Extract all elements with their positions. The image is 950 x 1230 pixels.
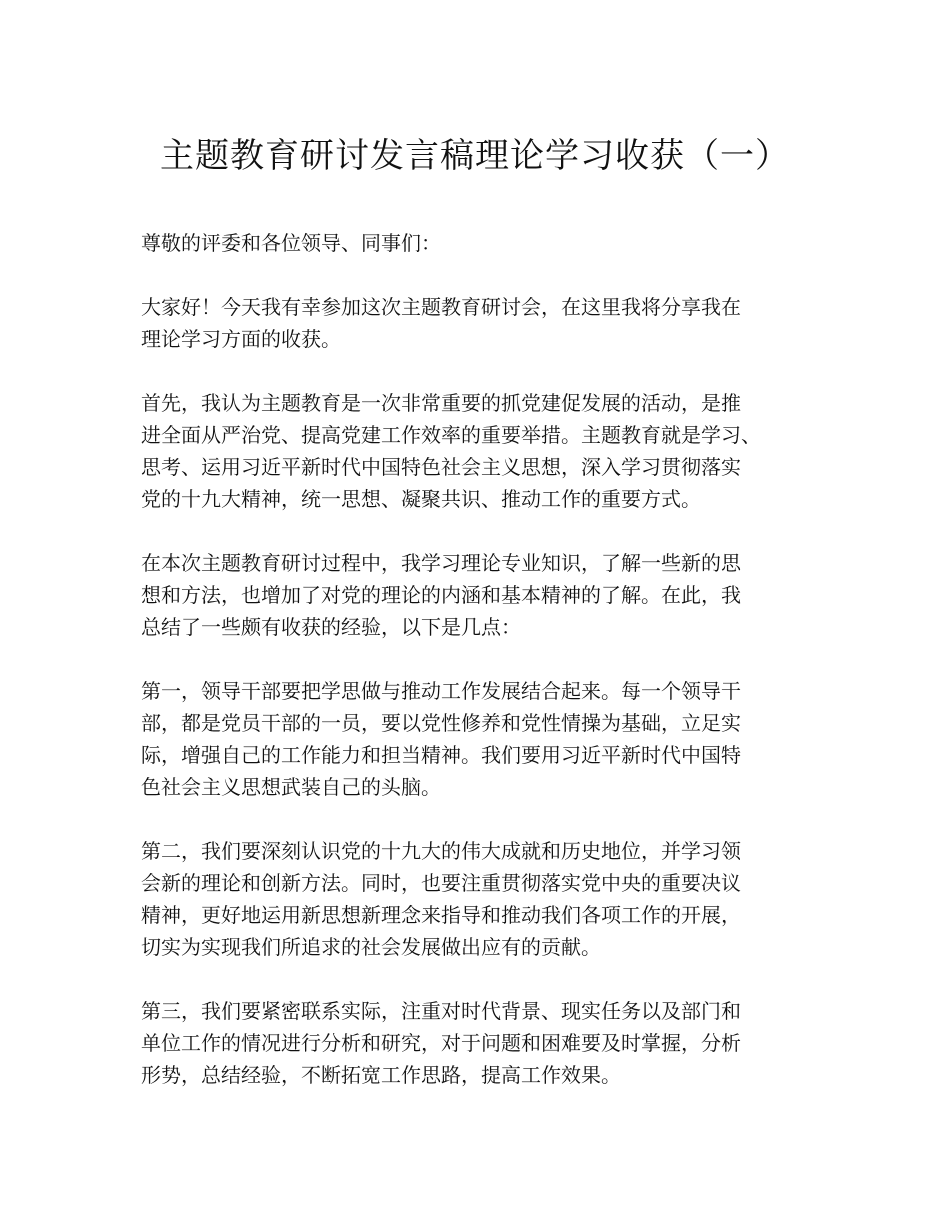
paragraph-line: 际，增强自己的工作能力和担当精神。我们要用习近平新时代中国特: [141, 743, 741, 767]
paragraph-line: 思考、运用习近平新时代中国特色社会主义思想，深入学习贯彻落实: [141, 455, 741, 479]
paragraph-line: 理论学习方面的收获。: [141, 327, 341, 351]
paragraph-line: 首先，我认为主题教育是一次非常重要的抓党建促发展的活动，是推: [141, 391, 741, 415]
paragraph-line: 第二，我们要深刻认识党的十九大的伟大成就和历史地位，并学习领: [141, 839, 741, 863]
paragraph-line: 部，都是党员干部的一员，要以党性修养和党性情操为基础，立足实: [141, 711, 741, 735]
paragraph-line: 精神，更好地运用新思想新理念来指导和推动我们各项工作的开展，: [141, 903, 741, 927]
paragraph-greeting: [141, 291, 841, 355]
paragraph-point-two: [141, 835, 841, 963]
paragraph-point-three: [141, 995, 841, 1091]
paragraph-line: 总结了一些颇有收获的经验，以下是几点：: [141, 615, 521, 639]
paragraph-salutation: [141, 227, 841, 259]
paragraph-first: [141, 387, 841, 515]
paragraph-line: 在本次主题教育研讨过程中，我学习理论专业知识，了解一些新的思: [141, 551, 741, 575]
paragraph-line: 党的十九大精神，统一思想、凝聚共识、推动工作的重要方式。: [141, 487, 701, 511]
paragraph-line: 第三，我们要紧密联系实际，注重对时代背景、现实任务以及部门和: [141, 999, 741, 1023]
paragraph-line: 尊敬的评委和各位领导、同事们：: [141, 231, 441, 255]
paragraph-line: 会新的理论和创新方法。同时，也要注重贯彻落实党中央的重要决议: [141, 871, 741, 895]
paragraph-point-one: [141, 675, 841, 803]
paragraph-line: 想和方法，也增加了对党的理论的内涵和基本精神的了解。在此，我: [141, 583, 741, 607]
document-title: 主题教育研讨发言稿理论学习收获（一）: [160, 136, 790, 176]
paragraph-line: 单位工作的情况进行分析和研究，对于问题和困难要及时掌握，分析: [141, 1031, 741, 1055]
paragraph-line: 大家好！今天我有幸参加这次主题教育研讨会，在这里我将分享我在: [141, 295, 741, 319]
paragraph-line: 进全面从严治党、提高党建工作效率的重要举措。主题教育就是学习、: [141, 423, 761, 447]
paragraph-line: 色社会主义思想武装自己的头脑。: [141, 775, 441, 799]
document-body: [141, 227, 841, 1123]
paragraph-line: 第一，领导干部要把学思做与推动工作发展结合起来。每一个领导干: [141, 679, 741, 703]
paragraph-line: 切实为实现我们所追求的社会发展做出应有的贡献。: [141, 935, 601, 959]
paragraph-line: 形势，总结经验，不断拓宽工作思路，提高工作效果。: [141, 1063, 621, 1087]
paragraph-process: [141, 547, 841, 643]
